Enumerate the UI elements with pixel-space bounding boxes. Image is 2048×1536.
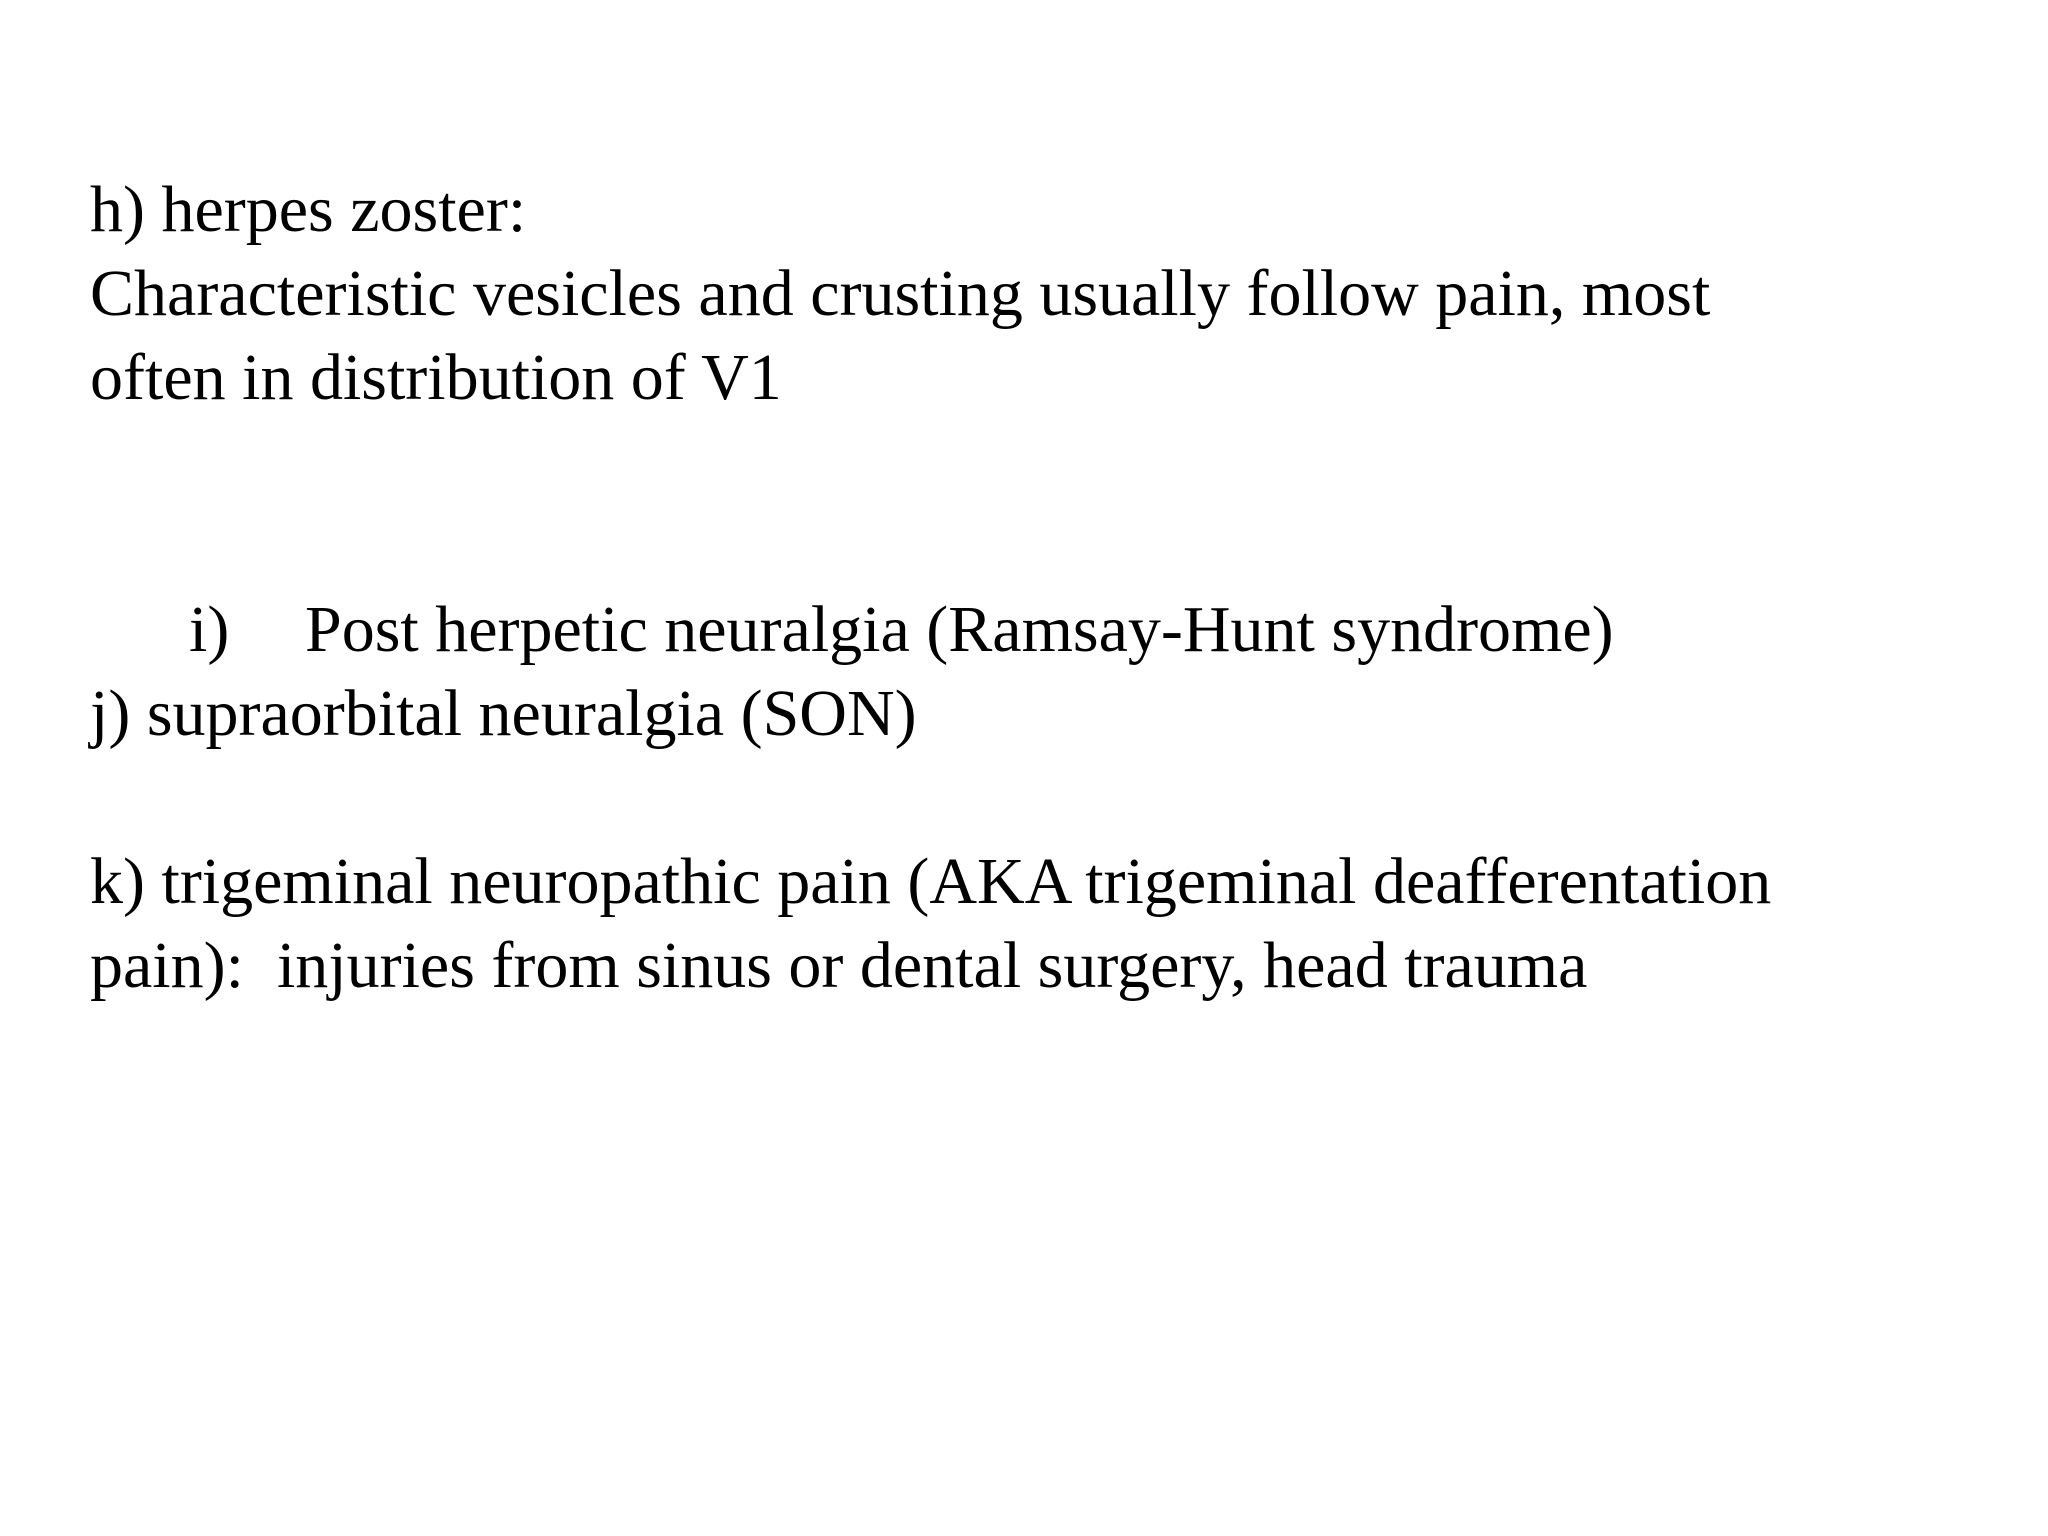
- item-k-text-line-2: pain): injuries from sinus or dental surgery, head trauma: [90, 929, 1588, 1002]
- item-h-text-line-2: often in distribution of V1: [90, 341, 782, 414]
- item-trigeminal-neuropathic-pain: [90, 840, 1990, 1008]
- slide-content: [90, 168, 1990, 1008]
- item-post-herpetic-neuralgia: [90, 504, 1990, 666]
- item-herpes-zoster: [90, 168, 1990, 420]
- item-supraorbital-neuralgia: [90, 672, 1990, 756]
- spacer: [90, 420, 1990, 504]
- item-k-text-line-1: k) trigeminal neuropathic pain (AKA trigeminal deafferentation: [90, 845, 1772, 918]
- item-h-text-line-1: Characteristic vesicles and crusting usually follow pain, most: [90, 257, 1711, 330]
- spacer: [90, 756, 1990, 840]
- item-j-text: j) supraorbital neuralgia (SON): [90, 677, 917, 750]
- item-i-text: Post herpetic neuralgia (Ramsay-Hunt syndrome): [305, 593, 1614, 666]
- item-h-heading: h) herpes zoster:: [90, 173, 527, 246]
- item-i-marker: i): [189, 593, 230, 666]
